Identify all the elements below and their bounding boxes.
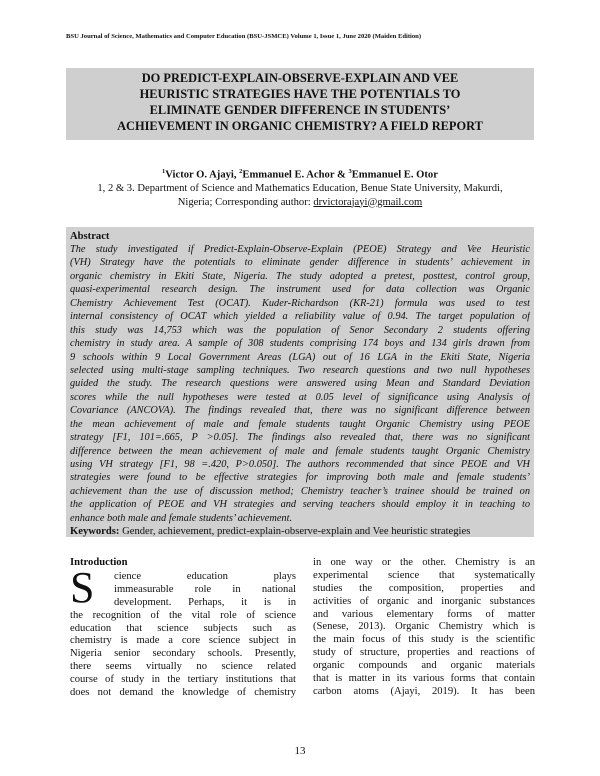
title-line: HEURISTIC STRATEGIES HAVE THE POTENTIALS TO — [139, 87, 461, 101]
abstract-line: organic chemistry in Ekiti State, Nigeria. The study adopted a pretest, posttest, control group, — [70, 270, 530, 282]
body-line: there seems virtually no science related — [70, 661, 296, 673]
title-line: ELIMINATE GENDER DIFFERENCE IN STUDENTS’ — [149, 103, 451, 117]
abstract-line: The study investigated if Predict-Explain-Observe-Explain (PEOE) Strategy and Vee Heuristic — [70, 244, 530, 255]
abstract-line: quasi-experimental research design. The instrument used for data collection was Organic — [70, 284, 530, 296]
body-line: the recognition of the vital role of science — [70, 609, 296, 621]
body-line: study of structure, properties and reactions of — [313, 647, 535, 659]
paper-title — [66, 70, 534, 134]
abstract-line: using VH strategy [F1, 98 =.420, P>0.050]. The authors recommended that since PEOE and VH — [70, 459, 530, 470]
author-2-marker: 2 — [239, 168, 243, 175]
body-line: does not demand the knowledge of chemistry — [70, 687, 296, 699]
body-line: carbon atoms (Ajayi, 2019). It has been — [313, 685, 535, 697]
body-line: course of study in the tertiary institutions that — [70, 674, 296, 686]
keywords-line — [70, 526, 530, 537]
abstract-line: 9 schools within 9 Local Government Areas (LGA) out of 16 LGA in the Ekiti State, Nigeria — [70, 351, 530, 363]
author-1: Victor O. Ajayi, — [165, 169, 240, 181]
body-line: experimental science that systematically — [313, 569, 535, 581]
corresponding-email-link[interactable]: drvictorajayi@gmail.com — [313, 196, 423, 208]
abstract-line: the mean achievement of male and female students taught Organic Chemistry using PEOE — [70, 418, 530, 430]
body-line: cience education plays — [114, 571, 296, 582]
keywords-label: Keywords: — [70, 526, 120, 537]
abstract-line: difference between the mean achievement of male and female students taught Organic Chemistry — [70, 445, 530, 457]
abstract-line: chemistry in study area. A sample of 308 students comprising 174 boys and 134 girls drawn from — [70, 338, 530, 350]
body-line: that is matter in its various forms that contain — [313, 673, 535, 685]
body-line: in one way or the other. Chemistry is an — [313, 557, 535, 568]
abstract-line: selected using multi-stage sampling techniques. Two research questions and two null hypotheses — [70, 364, 530, 376]
running-header: BSU Journal of Science, Mathematics and Computer Education (BSU-JSMCE) Volume 1, Issue 1, June 2020 (Maiden Edition) — [66, 33, 422, 40]
abstract-line: Chemistry Achievement Test (OCAT). Kuder-Richardson (KR-21) formula was used to test — [70, 297, 530, 309]
title-line: ACHIEVEMENT IN ORGANIC CHEMISTRY? A FIELD REPORT — [117, 119, 483, 133]
body-line: activities of organic and inorganic substances — [313, 595, 535, 607]
author-names — [60, 165, 540, 182]
author-3: Emmanuel E. Otor — [351, 169, 438, 181]
abstract-line: achievement than the use of discussion method; Chemistry teacher’s trainee should be trained on — [70, 485, 530, 497]
affiliation-line-1: 1, 2 & 3. Department of Science and Mathematics Education, Benue State University, Makurdi, — [97, 183, 503, 195]
body-line: studies the composition, properties and — [313, 582, 535, 594]
introduction-heading: Introduction — [70, 557, 128, 568]
keywords-text: Gender, achievement, predict-explain-observe-explain and Vee heuristic strategies — [119, 526, 471, 537]
abstract-body — [70, 243, 530, 525]
abstract-line: Covariance (ANCOVA). The findings revealed that, there was no significant difference between — [70, 405, 530, 417]
abstract-line: strategy [F1, 101=.665, P >0.05]. The findings also revealed that, there was no significant — [70, 432, 530, 444]
abstract-line: strategies were found to be effective strategies for improving both male and female students’ — [70, 472, 530, 484]
body-line: immeasurable role in national — [114, 583, 296, 595]
page-number: 13 — [294, 745, 306, 757]
body-line: education that science subjects such as — [70, 622, 296, 634]
author-1-marker: 1 — [162, 168, 166, 175]
right-column — [313, 557, 535, 699]
abstract-heading: Abstract — [70, 231, 110, 242]
title-line: DO PREDICT-EXPLAIN-OBSERVE-EXPLAIN AND VEE — [141, 71, 459, 85]
abstract-line: internal consistency of OCAT which yielded a reliability value of 0.94. The target population of — [70, 311, 530, 323]
body-line: chemistry is made a core science subject in — [70, 635, 296, 647]
affiliation-line-2 — [60, 196, 540, 210]
abstract-line: scores while the null hypotheses were tested at 0.05 level of significance using Analysis of — [70, 391, 530, 403]
abstract-line: guided the study. The research questions were answered using Mean and Standard Deviation — [70, 378, 530, 390]
body-line: organic compounds and organic materials — [313, 660, 535, 672]
left-column — [70, 571, 296, 700]
author-3-marker: 3 — [348, 168, 352, 175]
abstract-line: this study was 14,753 which was the population of Senor Secondary 2 students offering — [70, 324, 530, 336]
body-line: and various elementary forms of matter — [313, 608, 535, 620]
body-line: (Senese, 2013). Organic Chemistry which is — [313, 621, 535, 633]
body-line: Nigeria senior secondary schools. Presently, — [70, 648, 296, 660]
drop-cap: S — [70, 563, 95, 612]
abstract-line: enhance both male and female students’ achievement. — [70, 512, 293, 524]
body-line: the main focus of this study is the scientific — [313, 634, 535, 646]
abstract-line: the application of PEOE and VH strategies and serving teachers should employ it in teaching to — [70, 499, 530, 511]
body-line: development. Perhaps, it is in — [114, 596, 296, 608]
abstract-line: (VH) Strategy have the potentials to eliminate gender difference in students’ achievement in — [70, 257, 530, 269]
author-2: Emmanuel E. Achor & — [242, 169, 349, 181]
affiliation-text: Nigeria; Corresponding author: — [177, 196, 314, 208]
author-block — [60, 165, 540, 209]
